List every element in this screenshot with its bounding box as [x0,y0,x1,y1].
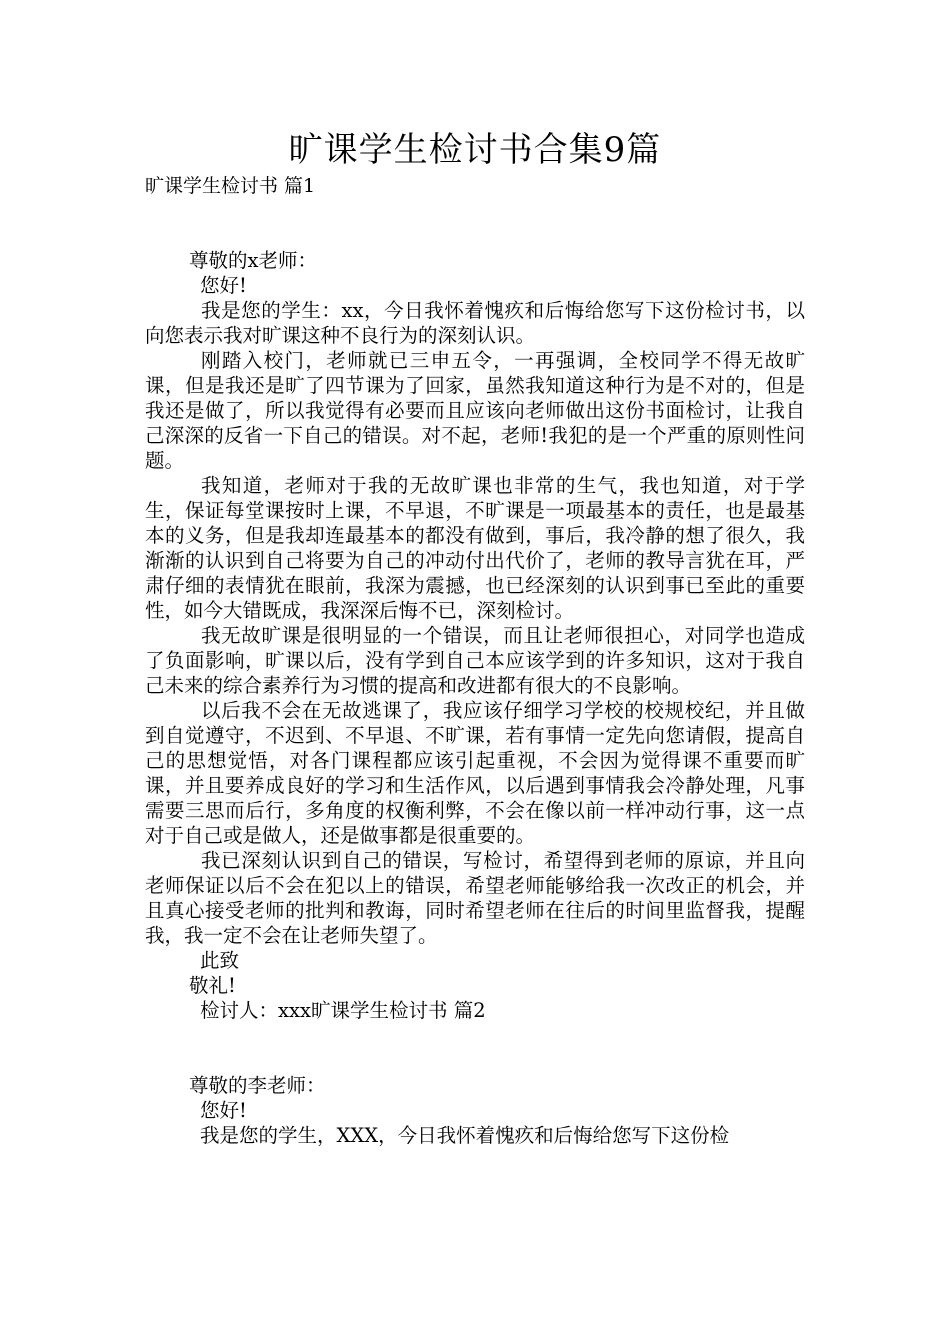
paragraph: 我已深刻认识到自己的错误，写检讨，希望得到老师的原谅，并且向老师保证以后不会在犯以上的错误，希望老师能够给我一次改正的机会，并且真心接受老师的批判和教诲，同时希望老师在往后的时间里监督我，提醒我，我一定不会在让老师失望了。 [145,849,805,947]
signature-line: 检讨人：xxx旷课学生检讨书 篇2 [200,999,486,1022]
salutation: 尊敬的李老师： [189,1074,326,1097]
document-body [145,248,805,1148]
paragraph: 以后我不会在无故逃课了，我应该仔细学习学校的校规校纪，并且做到自觉遵守，不迟到、不早退、不旷课，若有事情一定先向您请假，提高自己的思想觉悟，对各门课程都应该引起重视，不会因为觉得课不重要而旷课，并且要养成良好的学习和生活作风，以后遇到事情我会冷静处理，凡事需要三思而后行，多角度的权衡利弊，不会在像以前一样冲动行事，这一点对于自己或是做人，还是做事都是很重要的。 [145,699,805,847]
closing-line: 敬礼! [189,974,236,997]
section-title-1: 旷课学生检讨书 篇1 [145,175,316,197]
greeting: 您好! [200,274,247,297]
closing-line: 此致 [200,949,240,972]
spacer [145,1023,805,1073]
paragraph: 刚踏入校门，老师就已三申五令，一再强调，全校同学不得无故旷课，但是我还是旷了四节课为了回家，虽然我知道这种行为是不对的，但是我还是做了，所以我觉得有必要而且应该向老师做出这份书面检讨，让我自己深深的反省一下自己的错误。对不起，老师!我犯的是一个严重的原则性问题。 [145,349,805,472]
paragraph: 我是您的学生：xx，今日我怀着愧疚和后悔给您写下这份检讨书，以向您表示我对旷课这种不良行为的深刻认识。 [145,299,805,347]
paragraph: 我无故旷课是很明显的一个错误，而且让老师很担心，对同学也造成了负面影响，旷课以后，没有学到自己本应该学到的许多知识，这对于我自己未来的综合素养行为习惯的提高和改进都有很大的不良影响。 [145,624,805,697]
paragraph: 我知道，老师对于我的无故旷课也非常的生气，我也知道，对于学生，保证每堂课按时上课，不早退，不旷课是一项最基本的责任，也是最基本的义务，但是我却连最基本的都没有做到，事后，我冷静的想了很久，我渐渐的认识到自己将要为自己的冲动付出代价了，老师的教导言犹在耳，严肃仔细的表情犹在眼前，我深为震撼，也已经深刻的认识到事已至此的重要性，如今大错既成，我深深后悔不已，深刻检讨。 [145,474,805,622]
salutation: 尊敬的x老师： [189,249,317,272]
document-title: 旷课学生检讨书合集9篇 [288,130,662,170]
paragraph: 我是您的学生，XXX，今日我怀着愧疚和后悔给您写下这份检 [200,1124,730,1147]
greeting: 您好! [200,1099,247,1122]
